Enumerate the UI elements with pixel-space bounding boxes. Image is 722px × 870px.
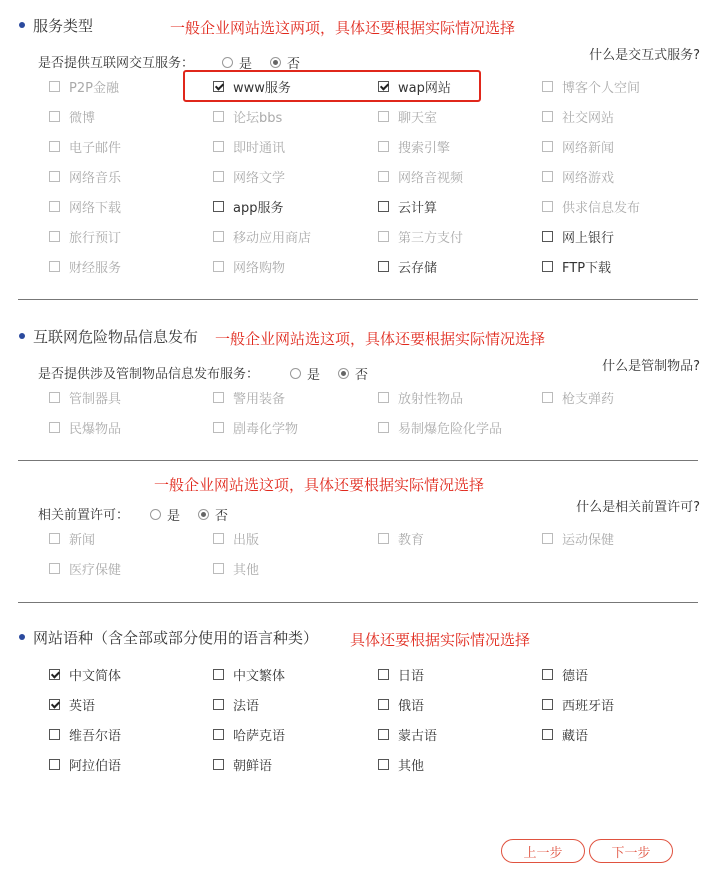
checkbox[interactable] (49, 729, 60, 740)
checkbox-item (213, 227, 311, 246)
section-title-service-type: 服务类型 (33, 17, 94, 35)
checkbox[interactable] (378, 81, 389, 92)
checkbox-item[interactable] (49, 725, 121, 744)
checkbox-item[interactable] (542, 725, 588, 744)
checkbox-item (49, 529, 95, 548)
checkbox (378, 422, 389, 433)
checkbox-item (378, 107, 437, 126)
checkbox-label: 出版 (233, 533, 260, 548)
checkbox-label: 网络购物 (233, 261, 286, 276)
checkbox-item[interactable] (378, 257, 437, 276)
checkbox-label: 新闻 (69, 533, 96, 548)
radio-yes-label: 是 (239, 57, 253, 72)
checkbox-label: 枪支弹药 (562, 392, 615, 407)
radio-no[interactable] (270, 57, 281, 68)
checkbox-item (542, 529, 614, 548)
checkbox (213, 141, 224, 152)
checkbox-item (49, 227, 121, 246)
checkbox (49, 392, 60, 403)
checkbox-item[interactable] (213, 725, 285, 744)
checkbox (213, 261, 224, 272)
checkbox[interactable] (542, 669, 553, 680)
checkbox[interactable] (542, 699, 553, 710)
checkbox-item (213, 137, 285, 156)
checkbox[interactable] (542, 231, 553, 242)
checkbox-label: 移动应用商店 (233, 231, 312, 246)
checkbox (542, 201, 553, 212)
checkbox-item[interactable] (213, 197, 283, 216)
checkbox-label: www服务 (233, 81, 291, 96)
annotation-language: 具体还要根据实际情况选择 (350, 631, 531, 649)
checkbox-item[interactable] (378, 725, 437, 744)
checkbox-label: 阿拉伯语 (69, 759, 122, 774)
radio-no-label: 否 (215, 509, 229, 524)
checkbox-item[interactable] (213, 77, 291, 96)
checkbox (213, 422, 224, 433)
question-controlled-items: 是否提供涉及管制物品信息发布服务： (38, 367, 260, 382)
checkbox-item (542, 137, 614, 156)
checkbox-item[interactable] (378, 665, 424, 684)
radio-yes[interactable] (150, 509, 161, 520)
checkbox[interactable] (213, 669, 224, 680)
checkbox-item (542, 167, 614, 186)
checkbox (49, 563, 60, 574)
section-title-dangerous: 互联网危险物品信息发布 (33, 328, 199, 346)
checkbox-item[interactable] (378, 755, 424, 774)
checkbox-item (49, 559, 121, 578)
checkbox-label: 云计算 (398, 201, 438, 216)
checkbox (213, 563, 224, 574)
checkbox-label: 网络音乐 (69, 171, 122, 186)
radio-no-option[interactable] (338, 364, 368, 383)
checkbox-label: 管制器具 (69, 392, 122, 407)
checkbox-item (378, 388, 463, 407)
checkbox-item[interactable] (378, 77, 451, 96)
checkbox-label: 日语 (398, 669, 425, 684)
checkbox-item (378, 137, 450, 156)
checkbox (213, 171, 224, 182)
checkbox-item[interactable] (378, 197, 437, 216)
section-bullet (19, 333, 25, 339)
checkbox[interactable] (213, 201, 224, 212)
checkbox[interactable] (49, 759, 60, 770)
checkbox[interactable] (213, 81, 224, 92)
checkbox (49, 141, 60, 152)
checkbox (49, 231, 60, 242)
checkbox-item (378, 529, 424, 548)
checkbox-item (49, 388, 121, 407)
radio-group-controlled (290, 364, 386, 383)
checkbox[interactable] (378, 261, 389, 272)
next-step-button[interactable]: 下一步 (589, 839, 673, 863)
checkbox-item (542, 197, 640, 216)
checkbox-item (213, 257, 285, 276)
checkbox-label: 社交网站 (562, 111, 615, 126)
checkbox-label: 民爆物品 (69, 422, 122, 437)
checkbox (378, 111, 389, 122)
checkbox-label: 易制爆危险化学品 (398, 422, 503, 437)
radio-no[interactable] (338, 368, 349, 379)
checkbox (49, 81, 60, 92)
checkbox-item (49, 77, 119, 96)
checkbox[interactable] (213, 699, 224, 710)
radio-no[interactable] (198, 509, 209, 520)
checkbox-label: 蒙古语 (398, 729, 438, 744)
checkbox-item[interactable] (542, 665, 588, 684)
checkbox-item (213, 559, 259, 578)
checkbox-item (542, 388, 614, 407)
checkbox-label: 中文繁体 (233, 669, 286, 684)
checkbox-label: 运动保健 (562, 533, 615, 548)
checkbox-label: 哈萨克语 (233, 729, 286, 744)
checkbox (213, 533, 224, 544)
help-link-prereq[interactable]: 什么是相关前置许可? (576, 500, 700, 515)
checkbox[interactable] (378, 669, 389, 680)
checkbox-item[interactable] (49, 665, 121, 684)
checkbox (378, 533, 389, 544)
checkbox-label: P2P金融 (69, 81, 119, 96)
radio-yes-label: 是 (167, 509, 181, 524)
checkbox-label: 聊天室 (398, 111, 438, 126)
checkbox[interactable] (378, 699, 389, 710)
checkbox (49, 261, 60, 272)
checkbox-label: 网络新闻 (562, 141, 615, 156)
radio-group-prereq (150, 505, 246, 524)
question-interactive-service: 是否提供互联网交互服务： (38, 56, 195, 71)
annotation-prereq: 一般企业网站选这项，具体还要根据实际情况选择 (154, 476, 485, 494)
checkbox-label: 电子邮件 (69, 141, 122, 156)
checkbox-label: wap网站 (398, 81, 451, 96)
radio-yes[interactable] (222, 57, 233, 68)
checkbox-item (49, 137, 121, 156)
checkbox[interactable] (49, 699, 60, 710)
section-bullet (19, 634, 25, 640)
checkbox-item[interactable] (542, 695, 614, 714)
radio-yes-option[interactable] (150, 505, 180, 524)
divider (18, 299, 698, 300)
checkbox-label: 网络音视频 (398, 171, 464, 186)
checkbox-label: 西班牙语 (562, 699, 615, 714)
divider (18, 460, 698, 461)
checkbox-item (49, 197, 121, 216)
radio-yes-label: 是 (307, 368, 321, 383)
checkbox-item[interactable] (213, 665, 285, 684)
checkbox (542, 111, 553, 122)
checkbox (49, 201, 60, 212)
checkbox-item (49, 167, 121, 186)
checkbox-label: 旅行预订 (69, 231, 122, 246)
checkbox-label: 剧毒化学物 (233, 422, 299, 437)
checkbox-item[interactable] (542, 227, 614, 246)
checkbox-label: 搜索引擎 (398, 141, 451, 156)
radio-yes-option[interactable] (290, 364, 320, 383)
checkbox-item (378, 167, 463, 186)
checkbox-label: 法语 (233, 699, 260, 714)
checkbox[interactable] (49, 669, 60, 680)
checkbox-label: 其他 (233, 563, 260, 578)
checkbox (542, 392, 553, 403)
checkbox[interactable] (213, 759, 224, 770)
checkbox-item[interactable] (213, 695, 259, 714)
checkbox-label: 藏语 (562, 729, 589, 744)
checkbox-label: 德语 (562, 669, 589, 684)
checkbox (378, 231, 389, 242)
checkbox-label: 医疗保健 (69, 563, 122, 578)
checkbox-item[interactable] (378, 695, 424, 714)
checkbox-item (213, 529, 259, 548)
checkbox-label: 朝鲜语 (233, 759, 273, 774)
checkbox (213, 231, 224, 242)
checkbox-label: 云存储 (398, 261, 438, 276)
checkbox-label: 英语 (69, 699, 96, 714)
checkbox (213, 111, 224, 122)
checkbox-label: FTP下载 (562, 261, 612, 276)
checkbox (378, 171, 389, 182)
question-prereq: 相关前置许可： (38, 508, 130, 523)
checkbox-label: 警用装备 (233, 392, 286, 407)
checkbox (542, 141, 553, 152)
checkbox-label: 网络下载 (69, 201, 122, 216)
checkbox-label: 其他 (398, 759, 425, 774)
checkbox (213, 392, 224, 403)
checkbox-item (213, 107, 282, 126)
prev-step-button[interactable]: 上一步 (501, 839, 585, 863)
checkbox-label: 网络文学 (233, 171, 286, 186)
radio-no-label: 否 (355, 368, 369, 383)
checkbox-item (213, 418, 298, 437)
checkbox-label: 即时通讯 (233, 141, 286, 156)
checkbox-item[interactable] (49, 755, 121, 774)
help-link-controlled[interactable]: 什么是管制物品? (602, 359, 700, 374)
help-link-interactive[interactable]: 什么是交互式服务? (589, 48, 700, 63)
radio-no-label: 否 (287, 57, 301, 72)
section-bullet (19, 22, 25, 28)
checkbox-label: 网络游戏 (562, 171, 615, 186)
checkbox-item (213, 167, 285, 186)
checkbox-item[interactable] (213, 755, 272, 774)
checkbox-label: 俄语 (398, 699, 425, 714)
checkbox-label: 放射性物品 (398, 392, 464, 407)
checkbox-item (378, 227, 463, 246)
checkbox-item[interactable] (49, 695, 95, 714)
checkbox-label: 第三方支付 (398, 231, 464, 246)
checkbox[interactable] (542, 261, 553, 272)
checkbox[interactable] (378, 201, 389, 212)
checkbox-item (213, 388, 285, 407)
checkbox (49, 171, 60, 182)
checkbox (542, 533, 553, 544)
radio-yes[interactable] (290, 368, 301, 379)
annotation-service-type: 一般企业网站选这两项，具体还要根据实际情况选择 (170, 19, 516, 37)
checkbox-label: 微博 (69, 111, 96, 126)
checkbox-item[interactable] (542, 257, 611, 276)
checkbox (49, 533, 60, 544)
checkbox (542, 81, 553, 92)
divider (18, 602, 698, 603)
checkbox (378, 141, 389, 152)
checkbox (49, 422, 60, 433)
annotation-dangerous: 一般企业网站选这项，具体还要根据实际情况选择 (215, 330, 546, 348)
checkbox (49, 111, 60, 122)
checkbox-item (378, 418, 502, 437)
checkbox-label: 博客个人空间 (562, 81, 641, 96)
checkbox[interactable] (213, 729, 224, 740)
checkbox-label: 网上银行 (562, 231, 615, 246)
checkbox-item (49, 418, 121, 437)
radio-no-option[interactable] (198, 505, 228, 524)
checkbox[interactable] (542, 729, 553, 740)
checkbox[interactable] (378, 759, 389, 770)
checkbox-item (49, 257, 121, 276)
checkbox-label: 教育 (398, 533, 425, 548)
checkbox-label: 维吾尔语 (69, 729, 122, 744)
checkbox-item (542, 107, 614, 126)
checkbox-label: 供求信息发布 (562, 201, 641, 216)
checkbox-item (49, 107, 95, 126)
section-title-language: 网站语种（含全部或部分使用的语言种类） (33, 629, 319, 647)
checkbox (542, 171, 553, 182)
checkbox-item (542, 77, 640, 96)
checkbox-label: app服务 (233, 201, 284, 216)
checkbox-label: 财经服务 (69, 261, 122, 276)
checkbox-label: 中文简体 (69, 669, 122, 684)
checkbox[interactable] (378, 729, 389, 740)
checkbox (378, 392, 389, 403)
checkbox-label: 论坛bbs (233, 111, 283, 126)
